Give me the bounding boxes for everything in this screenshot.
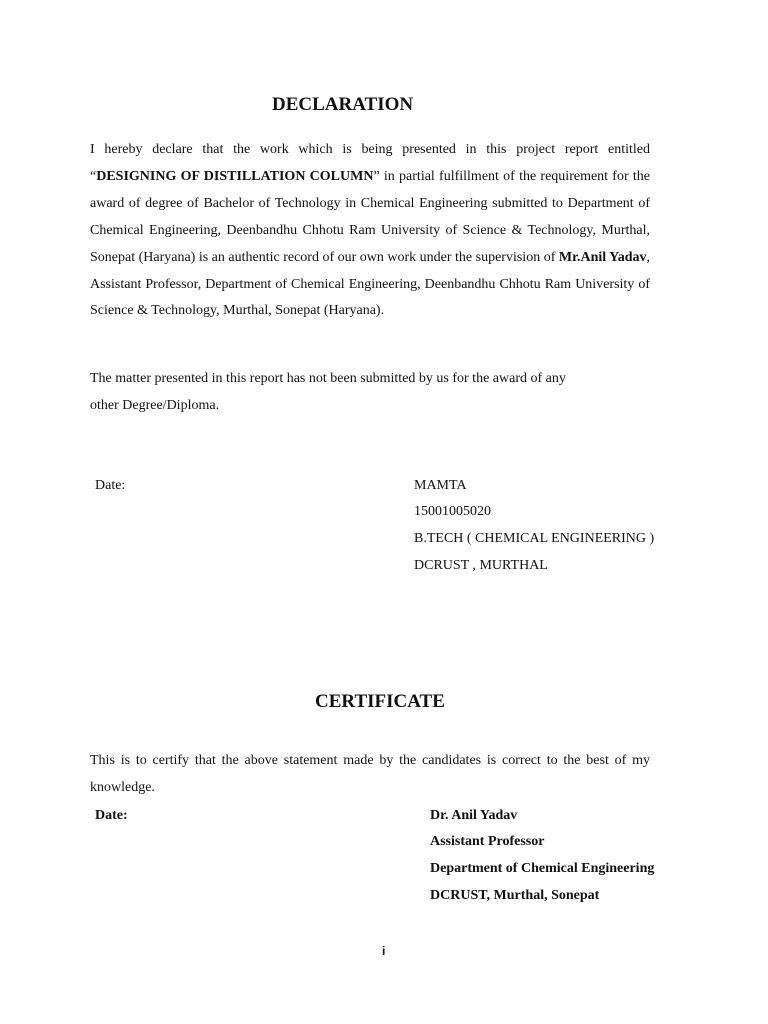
student-course: B.TECH ( CHEMICAL ENGINEERING ): [414, 531, 655, 546]
supervisor-name: Mr.Anil Yadav: [558, 249, 647, 265]
declaration-heading: DECLARATION: [272, 94, 414, 115]
declaration-text-part-1: I hereby declare that the work which is being presented in this project report entitled “: [90, 142, 650, 184]
certificate-heading: CERTIFICATE: [315, 691, 445, 712]
guide-department: Department of Chemical Engineering: [430, 861, 655, 876]
declaration-text-part-3: , Assistant Professor, Department of Chemical Engineering, Deenbandhu Chhotu Ram University of Science & Technology, Murthal, Sonepat (Haryana).: [90, 249, 651, 319]
declaration-matter-line-1: The matter presented in this report has not been submitted by us for the award of any: [90, 371, 566, 386]
student-institute: DCRUST , MURTHAL: [414, 558, 548, 573]
page-number: i: [382, 944, 386, 958]
declaration-date-label: Date:: [95, 478, 126, 493]
certificate-paragraph: This is to certify that the above statement made by the candidates is correct to the best of my knowledge.: [90, 753, 650, 795]
guide-designation: Assistant Professor: [430, 834, 545, 849]
declaration-matter-line-2: other Degree/Diploma.: [90, 398, 220, 413]
project-title: DESIGNING OF DISTILLATION COLUMN: [96, 168, 374, 184]
declaration-paragraph: [90, 137, 650, 325]
guide-name: Dr. Anil Yadav: [430, 808, 518, 823]
student-name: MAMTA: [414, 478, 467, 493]
certificate-date-label: Date:: [95, 808, 128, 823]
student-roll-number: 15001005020: [414, 504, 491, 519]
declaration-text-part-2: ” in partial fulfillment of the requirement for the award of degree of Bachelor of Technology in Chemical Engineering submitted to Department of Chemical Engineering, Deenbandhu Chhotu Ram University of Science & Technology, Murthal, Sonepat (Haryana) is an authentic record of our own work under the supervision of: [90, 168, 650, 265]
guide-institute: DCRUST, Murthal, Sonepat: [430, 888, 600, 903]
